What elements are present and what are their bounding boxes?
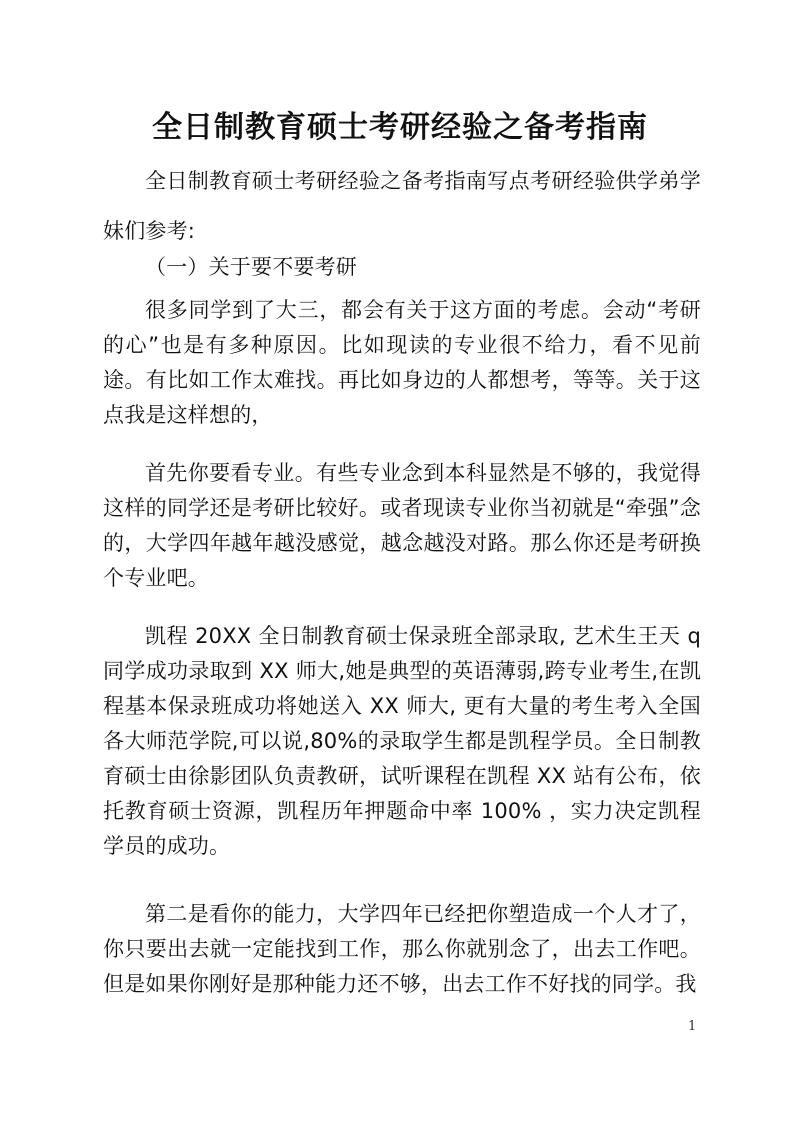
body-paragraph: 凯程 20XX 全日制教育硕士保录班全部录取, 艺术生王天 q 同学成功录取到 XX 师大,她是典型的英语薄弱,跨专业考生,在凯程基本保录班成功将她送入 XX 师大, 更有大量的考生考入全国各大师范学院,可以说,80%的录取学生都是凯程学员。全日制教育硕士由徐影团队负责教研，试听课程在凯程 XX 站有公布，依托教育硕士资源，凯程历年押题命中率 100% ，实力决定凯程学员的成功。 [103, 624, 701, 858]
document-title: 全日制教育硕士考研经验之备考指南 [152, 110, 648, 145]
body-paragraph: 很多同学到了大三，都会有关于这方面的考虑。会动“考研的心”也是有多种原因。比如现读的专业很不给力，看不见前途。有比如工作太难找。再比如身边的人都想考，等等。关于这点我是这样想的， [103, 298, 701, 427]
body-paragraph: 第二是看你的能力，大学四年已经把你塑造成一个人才了，你只要出去就一定能找到工作，那么你就别念了，出去工作吧。但是如果你刚好是那种能力还不够，出去工作不好找的同学。我 [103, 902, 701, 996]
body-paragraph: 首先你要看专业。有些专业念到本科显然是不够的，我觉得这样的同学还是考研比较好。或者现读专业你当初就是“牵强”念的，大学四年越年越没感觉，越念越没对路。那么你还是考研换个专业吧。 [103, 461, 701, 590]
page-number: 1 [688, 1019, 697, 1034]
intro-paragraph: 全日制教育硕士考研经验之备考指南写点考研经验供学弟学妹们参考: [103, 169, 701, 243]
section-heading: （一）关于要不要考研 [145, 255, 357, 279]
